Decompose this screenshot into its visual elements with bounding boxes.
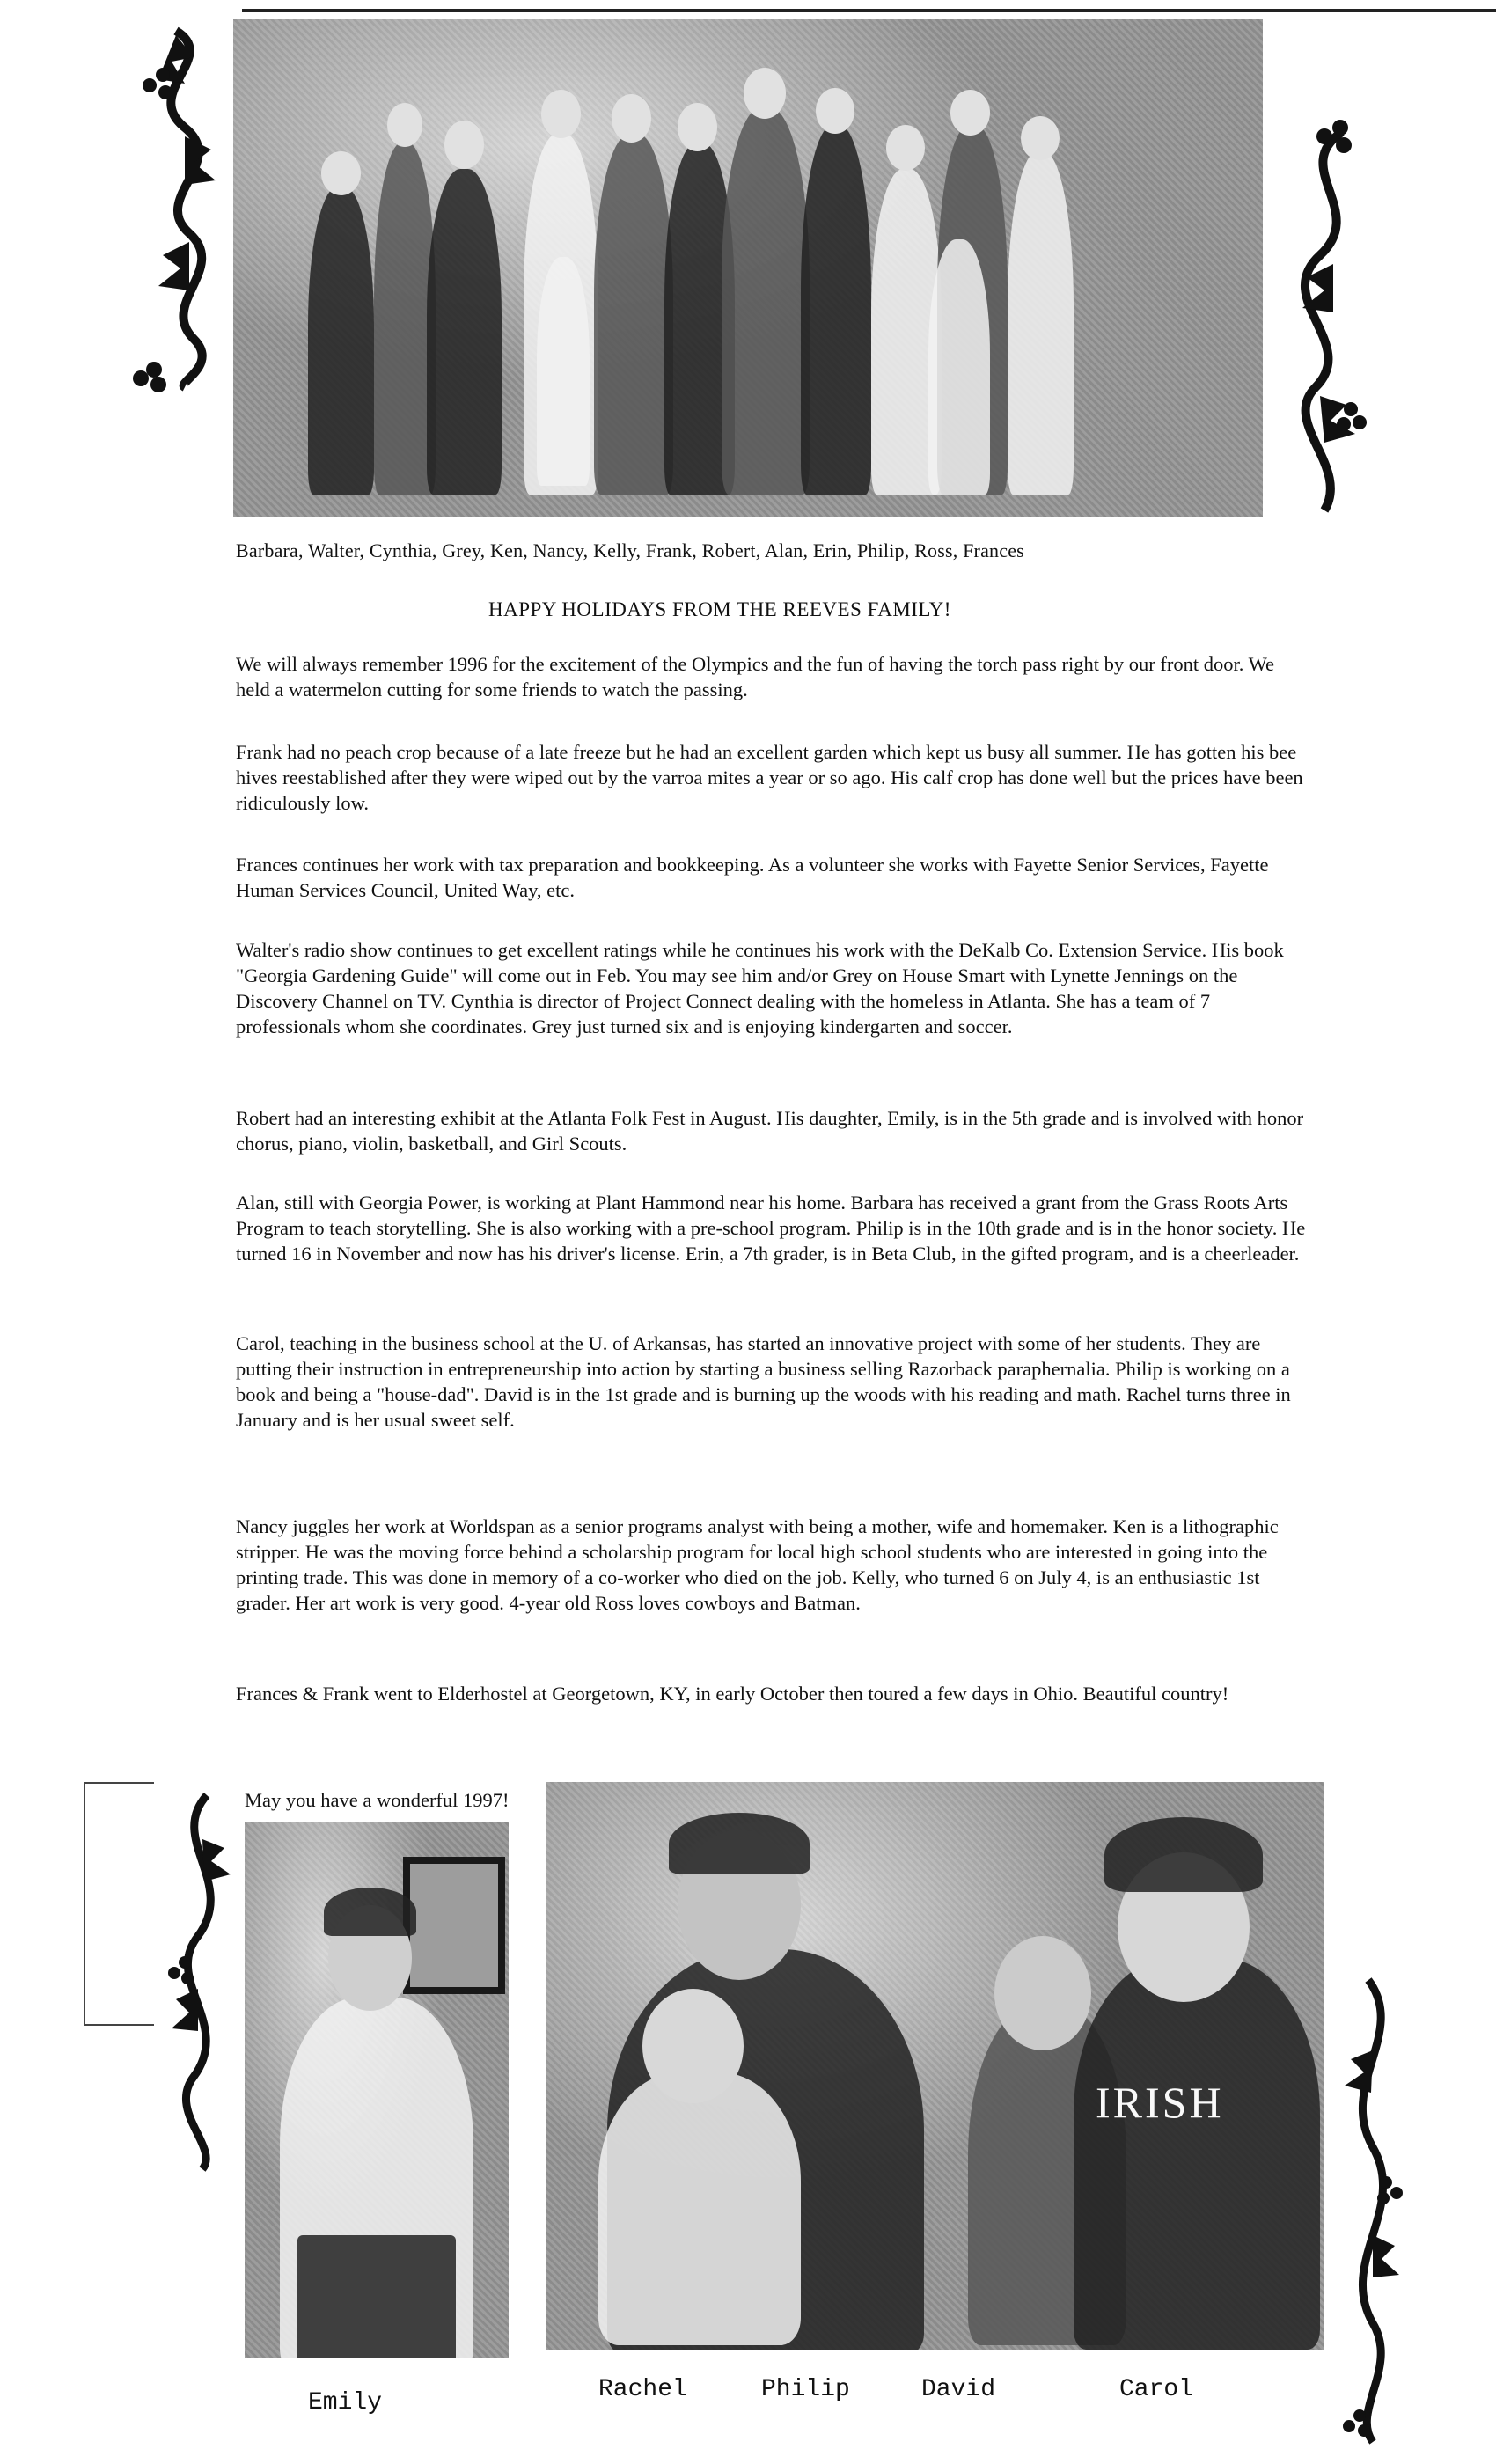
label-philip: Philip: [761, 2376, 850, 2403]
top-rule: [242, 9, 1496, 12]
margin-bracket-side: [84, 1782, 85, 2024]
holly-corner-top-left-icon: [123, 22, 233, 392]
margin-bracket-bottom: [84, 2024, 154, 2026]
closing-line: May you have a wonderful 1997!: [245, 1789, 510, 1811]
paragraph-carol: Carol, teaching in the business school at the U. of Arkansas, has started an innovative project with some of her students. They are putting their instruction in entrepreneurship into action by starting a business selling Razorback paraphernalia. Philip is working on a book and being a "house-dad". David is in the 1st grade and is burning up the woods with his reading and math. Rachel turns three in January and is her usual sweet self.: [236, 1332, 1291, 1431]
paragraph-olympics: We will always remember 1996 for the excitement of the Olympics and the fun of having the torch pass right by our front door. We held a watermelon cutting for some friends to watch the passing.: [236, 653, 1275, 700]
holly-bottom-left-icon: [158, 1786, 242, 2174]
paragraph-elderhostel: Frances & Frank went to Elderhostel at Georgetown, KY, in early October then toured a few days in Ohio. Beautiful country!: [236, 1683, 1229, 1705]
paragraph-nancy: Nancy juggles her work at Worldspan as a senior programs analyst with being a mother, wife and homemaker. Ken is a lithographic stripper. He was the moving force behind a scholarship program for local high school students who are interested in going into the printing trade. This was done in memory of a co-worker who died on the job. Kelly, who turned 6 on July 4, is an enthusiastic 1st grader. Her art work is very good. 4-year old Ross loves cowboys and Batman.: [236, 1515, 1279, 1614]
paragraph-frances: Frances continues her work with tax preparation and bookkeeping. As a volunteer she works with Fayette Senior Services, Fayette Human Services Council, United Way, etc.: [236, 854, 1269, 901]
label-carol: Carol: [1119, 2376, 1194, 2403]
paragraph-frank: Frank had no peach crop because of a late freeze but he had an excellent garden which kept us busy all summer. He has gotten his bee hives reestablished after they were wiped out by the varroa mites a year or so ago. His calf crop has done well but the prices have been ridiculously low.: [236, 741, 1303, 814]
label-emily: Emily: [308, 2389, 383, 2416]
label-david: David: [921, 2376, 996, 2403]
label-rachel: Rachel: [598, 2376, 687, 2403]
paragraph-alan: Alan, still with Georgia Power, is working at Plant Hammond near his home. Barbara has received a grant from the Grass Roots Arts Program to teach storytelling. She is also working with a pre-school program. Philip is in the 10th grade and is in the honor society. He turned 16 in November and now has his driver's license. Erin, a 7th grader, is in Beta Club, in the gifted program, and is a cheerleader.: [236, 1192, 1306, 1265]
greeting-heading: HAPPY HOLIDAYS FROM THE REEVES FAMILY!: [488, 598, 951, 620]
paragraph-robert: Robert had an interesting exhibit at the Atlanta Folk Fest in August. His daughter, Emily, is in the 5th grade and is involved with honor chorus, piano, violin, basketball, and Girl Scouts.: [236, 1107, 1304, 1155]
family-group-photo: [233, 19, 1263, 517]
irish-shirt-text: IRISH: [1096, 2078, 1224, 2127]
paragraph-walter: Walter's radio show continues to get excellent ratings while he continues his work with the DeKalb Co. Extension Service. His book "Georgia Gardening Guide" will come out in Feb. You may see him and/or Grey on House Smart with Lynette Jennings on the Discovery Channel on TV. Cynthia is director of Project Connect dealing with the homeless in Atlanta. She has a team of 7 professionals whom she coordinates. Grey just turned six and is enjoying kindergarten and soccer.: [236, 939, 1284, 1038]
carol-family-photo: [546, 1782, 1324, 2350]
photo-caption-names: Barbara, Walter, Cynthia, Grey, Ken, Nancy, Kelly, Frank, Robert, Alan, Erin, Philip, Ross, Frances: [236, 539, 1024, 561]
holly-corner-top-right-icon: [1272, 114, 1382, 519]
emily-photo: [245, 1822, 509, 2358]
holly-bottom-right-icon: [1333, 1971, 1412, 2446]
margin-bracket-top: [84, 1782, 154, 1784]
